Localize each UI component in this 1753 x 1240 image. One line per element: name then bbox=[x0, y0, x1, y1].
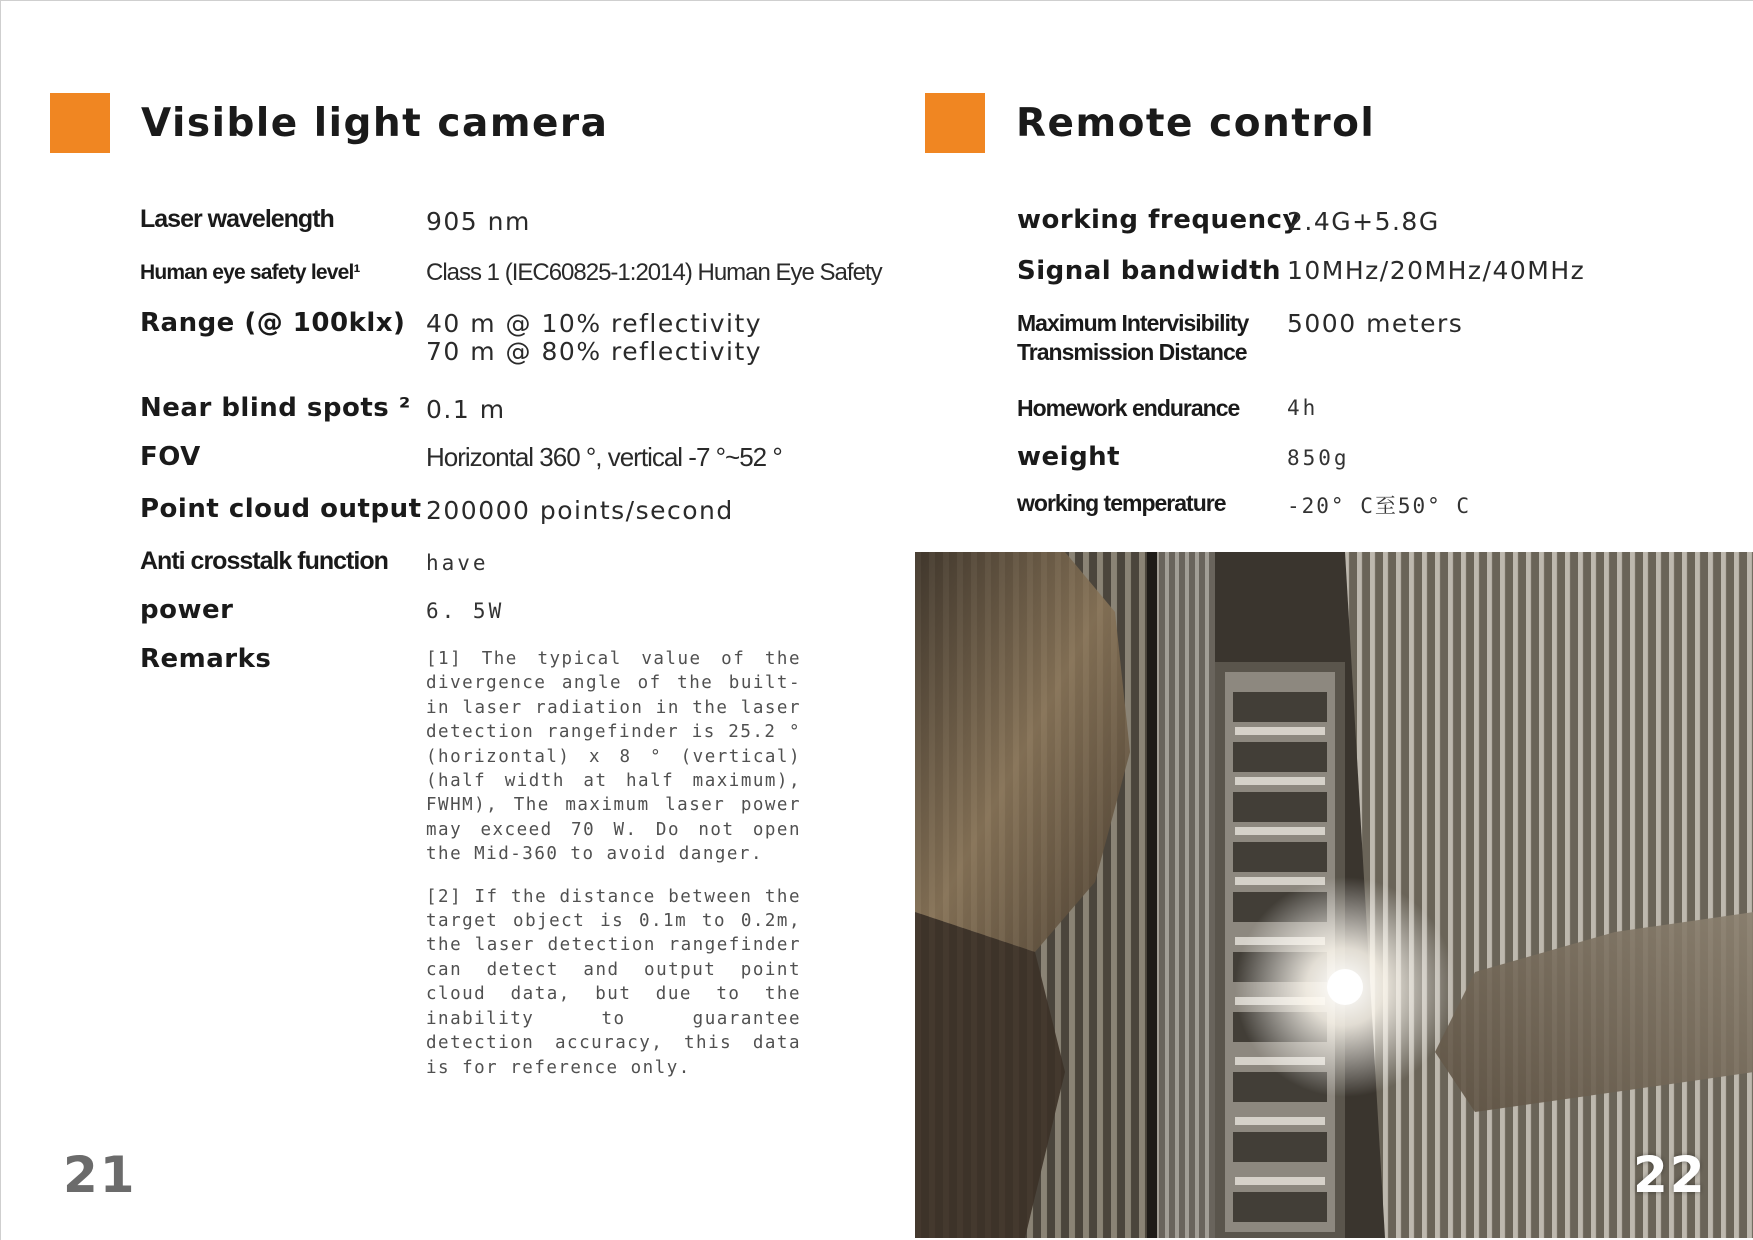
spec-label: Human eye safety level¹ bbox=[140, 261, 360, 284]
photo-illustration bbox=[915, 552, 1753, 1238]
spec-label: Signal bandwidth bbox=[1017, 256, 1282, 286]
spec-value: 850g bbox=[1287, 446, 1350, 470]
spec-value bbox=[426, 310, 762, 366]
spec-label: weight bbox=[1017, 442, 1121, 472]
spec-value: 10MHz/20MHz/40MHz bbox=[1287, 256, 1586, 285]
spec-label: Homework endurance bbox=[1017, 395, 1240, 421]
mine-shaft-photo bbox=[915, 552, 1753, 1238]
spec-label: FOV bbox=[140, 442, 201, 472]
spec-value: 905 nm bbox=[426, 207, 531, 236]
spec-label-line: Transmission Distance bbox=[1017, 339, 1247, 365]
spec-label bbox=[1017, 309, 1248, 367]
spec-label: Near blind spots ² bbox=[140, 393, 411, 423]
spec-label: working temperature bbox=[1017, 490, 1226, 516]
spec-label: power bbox=[140, 595, 234, 625]
spec-value: Class 1 (IEC60825-1:2014) Human Eye Safety bbox=[426, 259, 882, 286]
spec-value: 200000 points/second bbox=[426, 496, 734, 525]
spec-value: 0.1 m bbox=[426, 395, 506, 424]
remarks-text bbox=[426, 647, 801, 1098]
spec-label: Laser wavelength bbox=[140, 205, 334, 233]
orange-accent-square bbox=[925, 93, 985, 153]
spec-label: Anti crosstalk function bbox=[140, 547, 388, 575]
section-header-camera bbox=[50, 93, 608, 153]
spec-label: Point cloud output bbox=[140, 494, 422, 524]
spec-label: Remarks bbox=[140, 644, 272, 674]
spec-value: Horizontal 360 °, vertical -7 °~52 ° bbox=[426, 442, 782, 472]
spec-label: Range (@ 100klx) bbox=[140, 308, 406, 338]
page-left bbox=[1, 1, 882, 1240]
page-number: 22 bbox=[1633, 1146, 1707, 1204]
remark-note-2: [2] If the distance between the target object is 0.1m to 0.2m, the laser detection rangefinder can detect and output point cloud data, but due to the inability to guarantee detection accuracy, this data is for reference only. bbox=[426, 886, 801, 1078]
spec-value-line: 70 m @ 80% reflectivity bbox=[426, 337, 763, 366]
section-header-remote bbox=[925, 93, 1375, 153]
spec-value: -20° C至50° C bbox=[1287, 494, 1472, 518]
section-title: Visible light camera bbox=[141, 100, 609, 146]
spec-value: 2.4G+5.8G bbox=[1287, 207, 1440, 236]
spec-label: working frequency bbox=[1017, 205, 1300, 235]
remark-note-1: [1] The typical value of the divergence angle of the built-in laser radiation in the laser detection rangefinder is 25.2 ° (horizontal) x 8 ° (vertical) (half width at half maximum), FWHM), The maximum laser power may exceed 70 W. Do not open the Mid-360 to avoid danger. bbox=[426, 649, 801, 865]
spec-value: have bbox=[426, 551, 489, 575]
spec-value: 5000 meters bbox=[1287, 309, 1464, 338]
page-right bbox=[881, 1, 1753, 1240]
orange-accent-square bbox=[50, 93, 110, 153]
page-number: 21 bbox=[63, 1146, 137, 1204]
section-title: Remote control bbox=[1016, 100, 1376, 146]
spec-value-line: 40 m @ 10% reflectivity bbox=[426, 309, 763, 338]
spec-value: 6. 5W bbox=[426, 599, 505, 623]
spec-label-line: Maximum Intervisibility bbox=[1017, 310, 1249, 336]
spec-value: 4h bbox=[1287, 396, 1319, 420]
